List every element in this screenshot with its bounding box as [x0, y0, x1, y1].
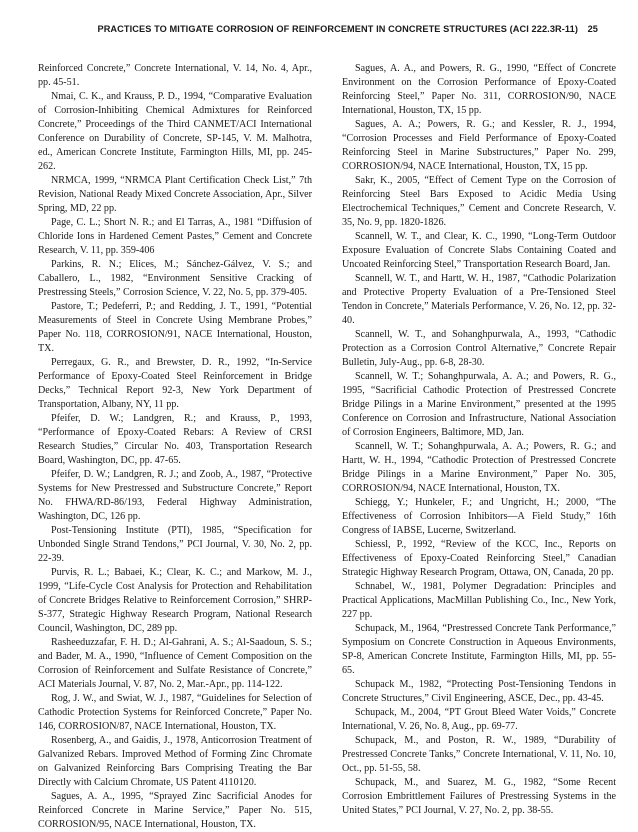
- running-header: [0, 12, 638, 34]
- reference-entry: Rasheeduzzafar, F. H. D.; Al-Gahrani, A. S.; Al-Saadoun, S. S.; and Bader, M. A., 1990, “Influence of Cement Composition on the Corrosion of Reinforcement and Sulfate Resistance of Concrete,” ACI Materials Journal, V. 87, No. 2, Mar.-Apr., pp. 114-122.: [38, 637, 312, 690]
- reference-entry: Schupack, M., 2004, “PT Grout Bleed Water Voids,” Concrete International, V. 26, No. 8, Aug., pp. 69-77.: [342, 707, 616, 732]
- reference-entry: Page, C. L.; Short N. R.; and El Tarras, A., 1981 “Diffusion of Chloride Ions in Hardened Cement Pastes,” Cement and Concrete Research, V. 11, pp. 359-406: [38, 217, 312, 256]
- reference-entry: Pastore, T.; Pedeferri, P.; and Redding, J. T., 1991, “Potential Measurements of Steel in Concrete Using Membrane Probes,” Paper No. 118, CORROSION/91, NACE International, Houston, TX.: [38, 301, 312, 354]
- reference-entry: Schiegg, Y.; Hunkeler, F.; and Ungricht, H.; 2000, “The Effectiveness of Corrosion Inhibitors—A Field Study,” 16th Congress of IABSE, Lucerne, Switzerland.: [342, 497, 616, 536]
- reference-entry: Rog, J. W., and Swiat, W. J., 1987, “Guidelines for Selection of Cathodic Protection Systems for Reinforced Concrete,” Paper No. 146, CORROSION/87, NACE International, Houston, TX.: [38, 693, 312, 732]
- reference-entry: Schupack, M., and Poston, R. W., 1989, “Durability of Prestressed Concrete Tanks,” Concrete International, V. 11, No. 10, Oct., pp. 51-55, 58.: [342, 735, 616, 774]
- reference-entry: Sagues, A. A.; Powers, R. G.; and Kessler, R. J., 1994, “Corrosion Processes and Field Performance of Epoxy-Coated Reinforcing Steel in Marine Substructures,” Paper No. 299, CORROSION/94, NACE International, Houston, TX, 15 pp.: [342, 119, 616, 172]
- page-number: 25: [587, 24, 598, 34]
- reference-entry: Post-Tensioning Institute (PTI), 1985, “Specification for Unbonded Single Strand Tendons,” PCI Journal, V. 30, No. 2, pp. 22-39.: [38, 525, 312, 564]
- reference-entry: Pfeifer, D. W.; Landgren, R.; and Krauss, P., 1993, “Performance of Epoxy-Coated Rebars: A Review of CRSI Research Studies,” Circular No. 403, Transportation Research Board, Washington, DC, pp. 47-65.: [38, 413, 312, 466]
- references-column-right: [342, 62, 616, 818]
- reference-entry: Perregaux, G. R., and Brewster, D. R., 1992, “In-Service Performance of Epoxy-Coated Steel Reinforcement in Bridge Decks,” Technical Report 92-3, New York Department of Transportation, Albany, NY, 11 pp.: [38, 357, 312, 410]
- reference-entry: Schiessl, P., 1992, “Review of the KCC, Inc., Reports on Effectiveness of Epoxy-Coated Reinforcing Steel,” Canadian Strategic Highway Research Program, Ottawa, ON, Canada, 20 pp.: [342, 539, 616, 578]
- reference-entry: Schnabel, W., 1981, Polymer Degradation: Principles and Practical Applications, MacMillan Publishing Co., Inc., New York, 227 pp.: [342, 581, 616, 620]
- reference-entry: Sagues, A. A., and Powers, R. G., 1990, “Effect of Concrete Environment on the Corrosion Performance of Epoxy-Coated Reinforcing Steel,” Paper No. 311, CORROSION/90, NACE International, Houston, TX, 15 pp.: [342, 63, 616, 116]
- reference-entry: Scannell, W. T.; Sohanghpurwala, A. A.; Powers, R. G.; and Hartt, W. H., 1994, “Cathodic Protection of Prestressed Concrete Bridge Pilings in a Marine Environment,” Paper No. 305, CORROSION/94, NACE International, Houston, TX.: [342, 441, 616, 494]
- reference-entry: Purvis, R. L.; Babaei, K.; Clear, K. C.; and Markow, M. J., 1999, “Life-Cycle Cost Analysis for Protection and Rehabilitation of Concrete Bridges Relative to Reinforcement Corrosion,” SHRP-S-377, Strategic Highway Research Program, National Research Council, Washington, DC, 289 pp.: [38, 567, 312, 634]
- header-title: PRACTICES TO MITIGATE CORROSION OF REINFORCEMENT IN CONCRETE STRUCTURES (ACI 222.3R-11): [97, 24, 578, 34]
- reference-entry: Sakr, K., 2005, “Effect of Cement Type on the Corrosion of Reinforcing Steel Bars Exposed to Acidic Media Using Electrochemical Techniques,” Cement and Concrete Research, V. 35, No. 9, pp. 1820-1826.: [342, 175, 616, 228]
- reference-entry: Sagues, A. A., 1995, “Sprayed Zinc Sacrificial Anodes for Reinforced Concrete in Marine Service,” Paper No. 515, CORROSION/95, NACE International, Houston, TX.: [38, 791, 312, 830]
- reference-entry: NRMCA, 1999, “NRMCA Plant Certification Check List,” 7th Revision, National Ready Mixed Concrete Association, Apr., Silver Spring, MD, 22 pp.: [38, 175, 312, 214]
- reference-entry: Parkins, R. N.; Elices, M.; Sánchez-Gálvez, V. S.; and Caballero, L., 1982, “Environment Sensitive Cracking of Prestressing Steels,” Corrosion Science, V. 22, No. 5, pp. 379-405.: [38, 259, 312, 298]
- reference-entry: Schupack, M., 1964, “Prestressed Concrete Tank Performance,” Symposium on Concrete Construction in Aqueous Environments, SP-8, American Concrete Institute, Farmington Hills, MI, pp. 55-65.: [342, 623, 616, 676]
- reference-entry: Rosenberg, A., and Gaidis, J., 1978, Anticorrosion Treatment of Galvanized Rebars. Improved Method of Forming Zinc Chromate on Galvanized Reinforcing Bars Comprising Treating the Bar Directly with Calcium Chromate, US Patent 4110120.: [38, 735, 312, 788]
- reference-entry: Scannell, W. T., and Hartt, W. H., 1987, “Cathodic Polarization and Protective Property Evaluation of a Pre-Tensioned Steel Tendon in Concrete,” Materials Performance, V. 26, No. 12, pp. 32-40.: [342, 273, 616, 326]
- reference-entry: Reinforced Concrete,” Concrete International, V. 14, No. 4, Apr., pp. 45-51.: [38, 63, 312, 88]
- reference-entry: Scannell, W. T., and Sohanghpurwala, A., 1993, “Cathodic Protection as a Corrosion Control Alternative,” Concrete Repair Bulletin, July-Aug., pp. 6-8, 28-30.: [342, 329, 616, 368]
- reference-entry: Scannell, W. T.; Sohanghpurwala, A. A.; and Powers, R. G., 1995, “Sacrificial Cathodic Protection of Prestressed Concrete Bridge Pilings in a Marine Environment,” presented at the 1995 Conference on Corrosion and Infrastructure, National Association of Corrosion Engineers, Baltimore, MD, Jan.: [342, 371, 616, 438]
- reference-entry: Schupack, M., and Suarez, M. G., 1982, “Some Recent Corrosion Embrittlement Failures of Prestressing Systems in the United States,” PCI Journal, V. 27, No. 2, pp. 38-55.: [342, 777, 616, 816]
- reference-entry: Pfeifer, D. W.; Landgren, R. J.; and Zoob, A., 1987, “Protective Systems for New Prestressed and Substructure Concrete,” Report No. FHWA/RD-86/193, Federal Highway Administration, Washington, DC, 126 pp.: [38, 469, 312, 522]
- reference-entry: Schupack M., 1982, “Protecting Post-Tensioning Tendons in Concrete Structures,” Civil Engineering, ASCE, Dec., pp. 43-45.: [342, 679, 616, 704]
- reference-entry: Nmai, C. K., and Krauss, P. D., 1994, “Comparative Evaluation of Corrosion-Inhibiting Chemical Admixtures for Reinforced Concrete,” Proceedings of the Third CANMET/ACI International Conference on Durability of Concrete, SP-145, V. M. Malhotra, ed., American Concrete Institute, Farmington Hills, MI, pp. 245-262.: [38, 91, 312, 172]
- references-column-left: [38, 62, 312, 832]
- reference-entry: Scannell, W. T., and Clear, K. C., 1990, “Long-Term Outdoor Exposure Evaluation of Concrete Slabs Containing Coated and Uncoated Reinforcing Steel,” Transportation Research Board, Jan.: [342, 231, 616, 270]
